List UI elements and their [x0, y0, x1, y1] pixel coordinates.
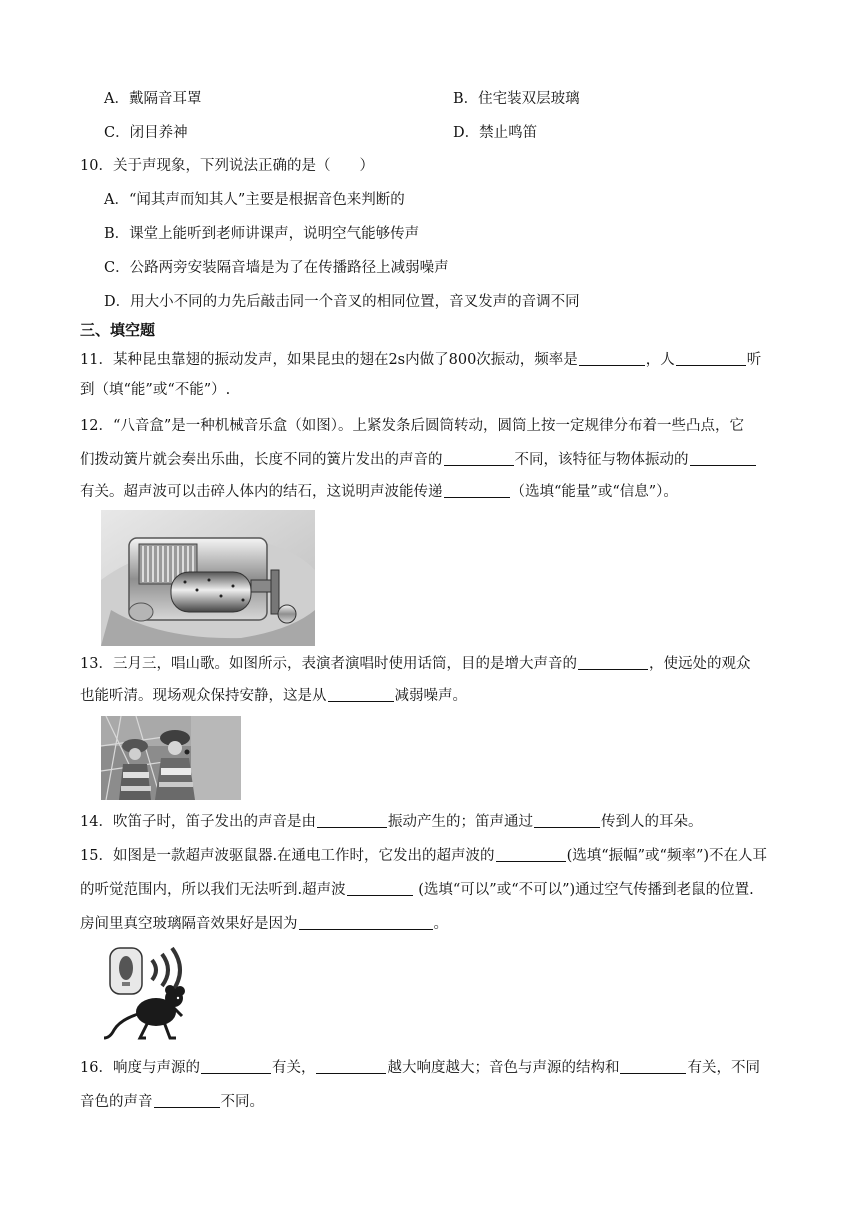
q15-line-3 [80, 914, 810, 934]
q15-text-2a: 的听觉范围内，所以我们无法听到.超声波 [80, 882, 346, 898]
q16-text-2b: 不同。 [220, 1094, 264, 1110]
q12-text-2a: 们拨动簧片就会奏出乐曲，长度不同的簧片发出的声音的 [80, 452, 443, 468]
q9-option-a: A．戴隔音耳罩 [104, 91, 202, 107]
q16-text-1c: 越大响度越大；音色与声源的结构和 [387, 1060, 620, 1076]
q15-line-2 [80, 880, 810, 900]
q11-line-1 [80, 350, 810, 370]
q12-line-2 [80, 450, 810, 470]
q15-text-3a: 房间里真空玻璃隔音效果好是因为 [80, 916, 298, 932]
q12-line-1: 12．“八音盒”是一种机械音乐盒（如图）。上紧发条后圆筒转动，圆筒上按一定规律分布着一些凸点，它 [80, 418, 745, 434]
q16-line-1 [80, 1058, 810, 1078]
answer-blank[interactable] [534, 813, 600, 828]
q15-line-1 [80, 846, 810, 866]
q11-text-1: 11．某种昆虫靠翅的振动发声，如果昆虫的翅在2s内做了800次振动，频率是 [80, 352, 578, 368]
q14-text-b: 振动产生的；笛声通过 [387, 814, 533, 830]
q11-text-3: 听 [746, 352, 762, 368]
music-box-figure [101, 510, 315, 646]
q16-text-1b: 有关， [271, 1060, 316, 1076]
answer-blank[interactable] [578, 655, 648, 670]
answer-blank[interactable] [154, 1093, 220, 1108]
section-title: 三、填空题 [80, 321, 156, 339]
q12-text-3b: （选填“能量”或“信息”）。 [510, 484, 678, 500]
answer-blank[interactable] [347, 881, 413, 896]
singers-figure [101, 716, 241, 800]
answer-blank[interactable] [676, 351, 746, 366]
q15-text-3b: 。 [433, 916, 448, 932]
answer-blank[interactable] [201, 1059, 271, 1074]
q11-line-2: 到（填“能”或“不能”）. [80, 382, 231, 398]
answer-blank[interactable] [444, 483, 510, 498]
q12-text-3a: 有关。超声波可以击碎人体内的结石，这说明声波能传递 [80, 484, 443, 500]
answer-blank[interactable] [579, 351, 645, 366]
q9-option-d: D．禁止鸣笛 [453, 125, 538, 141]
q16-text-1d: 有关，不同 [687, 1060, 760, 1076]
q10-option-c: C．公路两旁安装隔音墙是为了在传播路径上减弱噪声 [104, 260, 449, 276]
q12-line-3 [80, 482, 810, 502]
q13-text-1b: ，使远处的观众 [648, 656, 751, 672]
q16-line-2 [80, 1092, 810, 1112]
q13-text-1a: 13．三月三，唱山歌。如图所示，表演者演唱时使用话筒，目的是增大声音的 [80, 656, 577, 672]
q15-text-1a: 15．如图是一款超声波驱鼠器.在通电工作时，它发出的超声波的 [80, 848, 495, 864]
answer-blank[interactable] [317, 813, 387, 828]
answer-blank[interactable] [328, 687, 394, 702]
q15-text-1b: (选填“振幅”或“频率”)不在人耳 [566, 848, 768, 864]
q14-text-c: 传到人的耳朵。 [600, 814, 703, 830]
q12-text-2b: 不同，该特征与物体振动的 [514, 452, 689, 468]
answer-blank[interactable] [444, 451, 514, 466]
answer-blank[interactable] [690, 451, 756, 466]
q10-option-d: D．用大小不同的力先后敲击同一个音叉的相同位置，音叉发声的音调不同 [104, 294, 580, 310]
answer-blank[interactable] [496, 847, 566, 862]
q11-text-2: ，人 [645, 352, 675, 368]
q13-line-1 [80, 654, 810, 674]
q14-line [80, 812, 810, 832]
q10-option-b: B．课堂上能听到老师讲课声，说明空气能够传声 [104, 226, 420, 242]
ultrasonic-repeller-figure [100, 942, 200, 1042]
q15-text-2b: (选填“可以”或“不可以”)通过空气传播到老鼠的位置. [413, 882, 754, 898]
q13-text-2b: 减弱噪声。 [394, 688, 467, 704]
q13-line-2 [80, 686, 810, 706]
answer-blank[interactable] [316, 1059, 386, 1074]
q10-stem: 10．关于声现象，下列说法正确的是（ ） [80, 158, 374, 174]
q9-option-c: C．闭目养神 [104, 125, 188, 141]
answer-blank[interactable] [620, 1059, 686, 1074]
q16-text-1a: 16．响度与声源的 [80, 1060, 200, 1076]
q13-text-2a: 也能听清。现场观众保持安静，这是从 [80, 688, 327, 704]
q9-option-b: B．住宅装双层玻璃 [453, 91, 580, 107]
q14-text-a: 14．吹笛子时，笛子发出的声音是由 [80, 814, 316, 830]
q16-text-2a: 音色的声音 [80, 1094, 153, 1110]
answer-blank[interactable] [299, 915, 433, 930]
q10-option-a: A．“闻其声而知其人”主要是根据音色来判断的 [104, 192, 405, 208]
